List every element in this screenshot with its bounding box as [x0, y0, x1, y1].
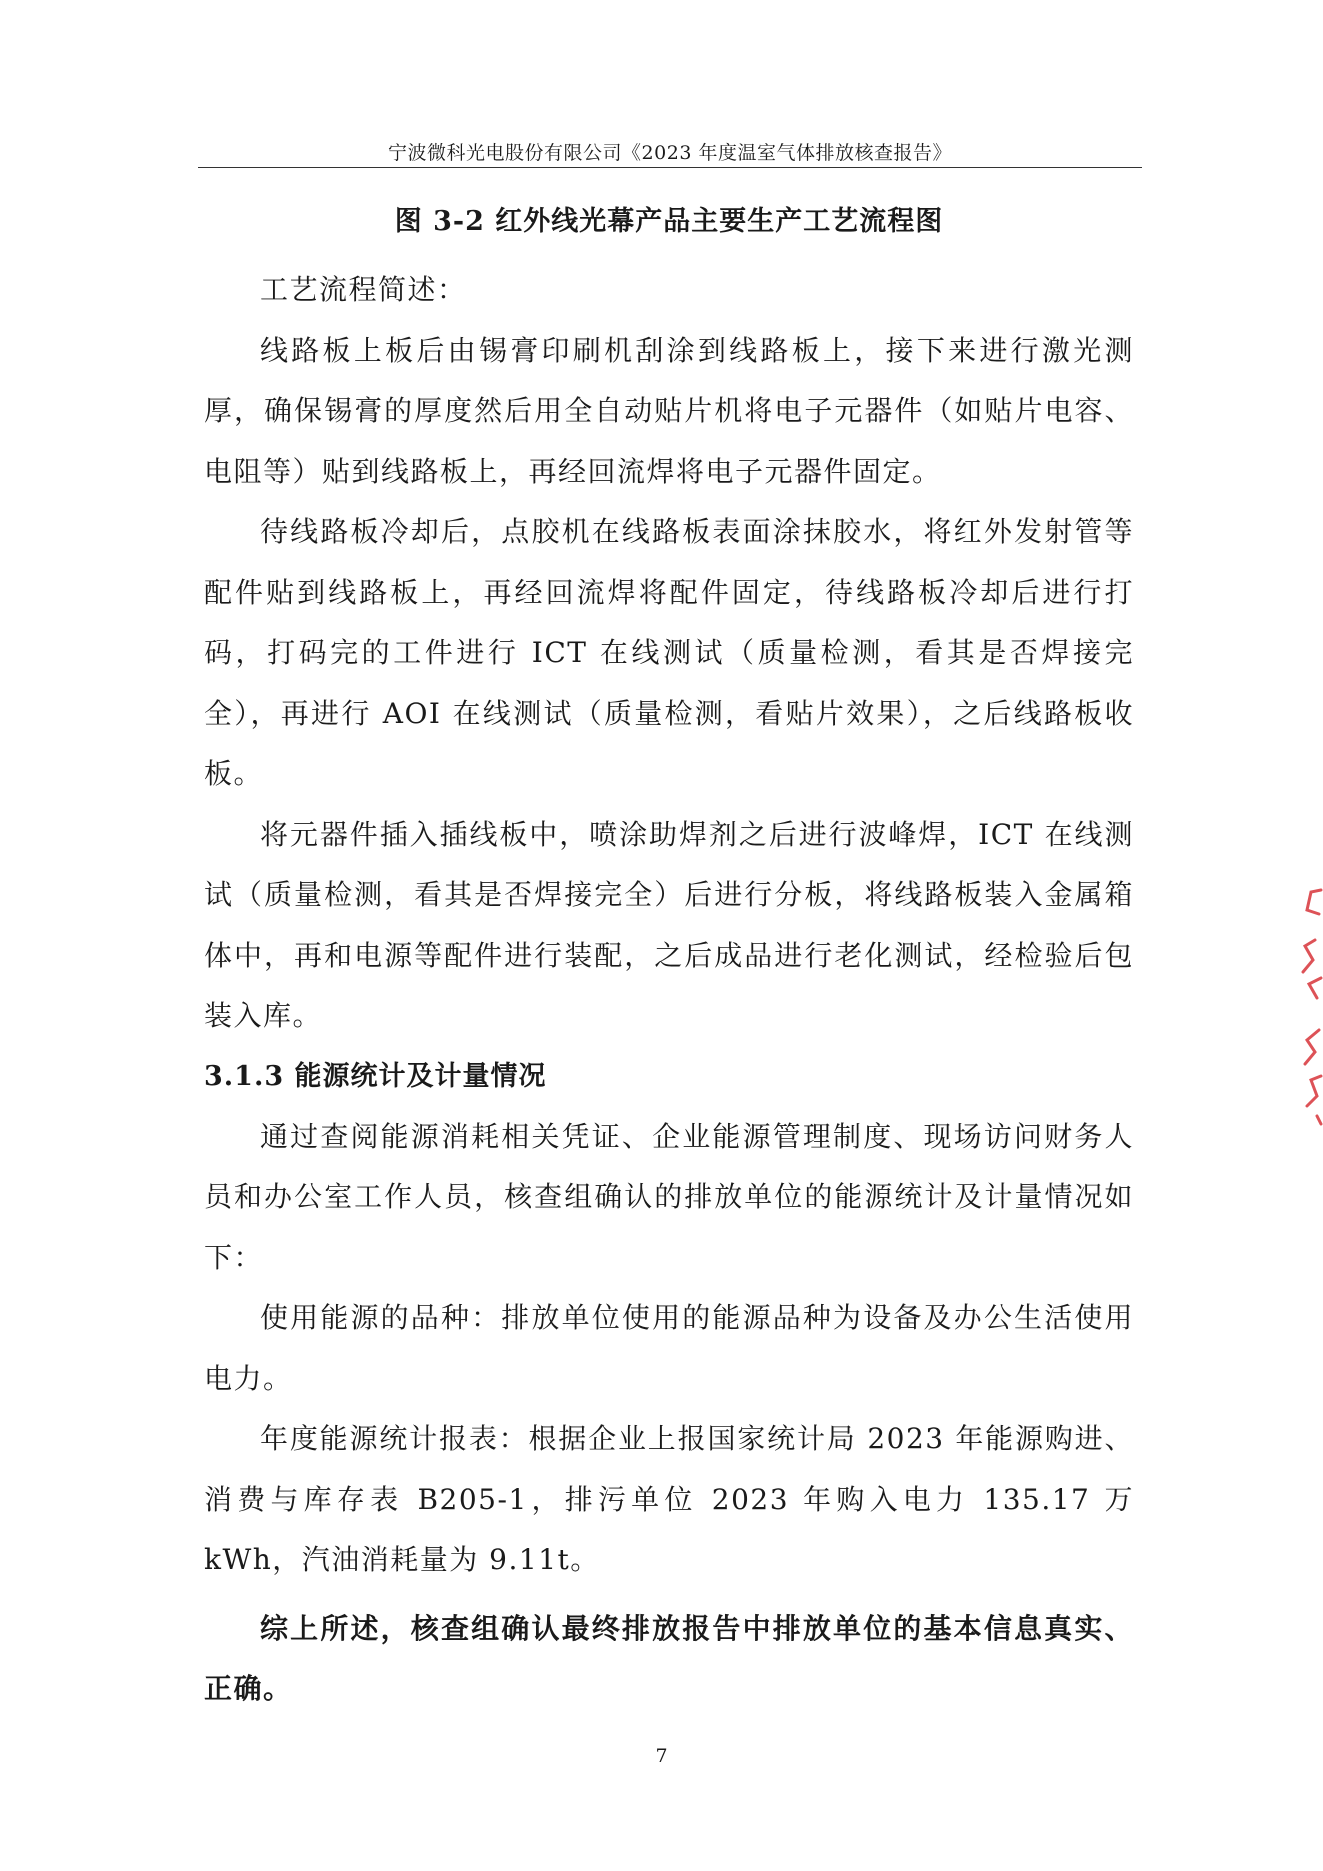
section-paragraph: 通过查阅能源消耗相关凭证、企业能源管理制度、现场访问财务人员和办公室工作人员，核查组确认的排放单位的能源统计及计量情况如下： [204, 1119, 1134, 1274]
process-paragraph: 待线路板冷却后，点胶机在线路板表面涂抹胶水，将红外发射管等配件贴到线路板上，再经回流焊将配件固定，待线路板冷却后进行打码，打码完的工件进行 ICT 在线测试（质量检测，看其是否焊接完全），再进行 AOI 在线测试（质量检测，看贴片效果），之后线路板收板。 [204, 515, 1134, 790]
page-number: 7 [655, 1745, 668, 1767]
section-paragraph: 年度能源统计报表：根据企业上报国家统计局 2023 年能源购进、消费与库存表 B205-1，排污单位 2023 年购入电力 135.17 万 kWh，汽油消耗量为 9.11t。 [204, 1422, 1134, 1576]
header-divider [198, 167, 1142, 168]
section-paragraph: 使用能源的品种：排放单位使用的能源品种为设备及办公生活使用电力。 [204, 1301, 1134, 1395]
process-intro: 工艺流程简述： [260, 273, 467, 306]
figure-caption: 图 3-2 红外线光幕产品主要生产工艺流程图 [394, 206, 944, 237]
document-body [204, 198, 1134, 1720]
conclusion-paragraph: 综上所述，核查组确认最终排放报告中排放单位的基本信息真实、正确。 [204, 1611, 1134, 1705]
process-paragraph: 将元器件插入插线板中，喷涂助焊剂之后进行波峰焊，ICT 在线测试（质量检测，看其是否焊接完全）后进行分板，将线路板装入金属箱体中，再和电源等配件进行装配，之后成品进行老化测试，经检验后包装入库。 [204, 817, 1134, 1032]
section-heading: 3.1.3 能源统计及计量情况 [204, 1060, 547, 1092]
process-paragraph: 线路板上板后由锡膏印刷机刮涂到线路板上，接下来进行激光测厚，确保锡膏的厚度然后用全自动贴片机将电子元器件（如贴片电容、电阻等）贴到线路板上，再经回流焊将电子元器件固定。 [204, 333, 1134, 488]
page-header: 宁波微科光电股份有限公司《2023 年度温室气体排放核查报告》 [388, 142, 952, 164]
red-seal-stamp-icon [1297, 880, 1323, 1130]
